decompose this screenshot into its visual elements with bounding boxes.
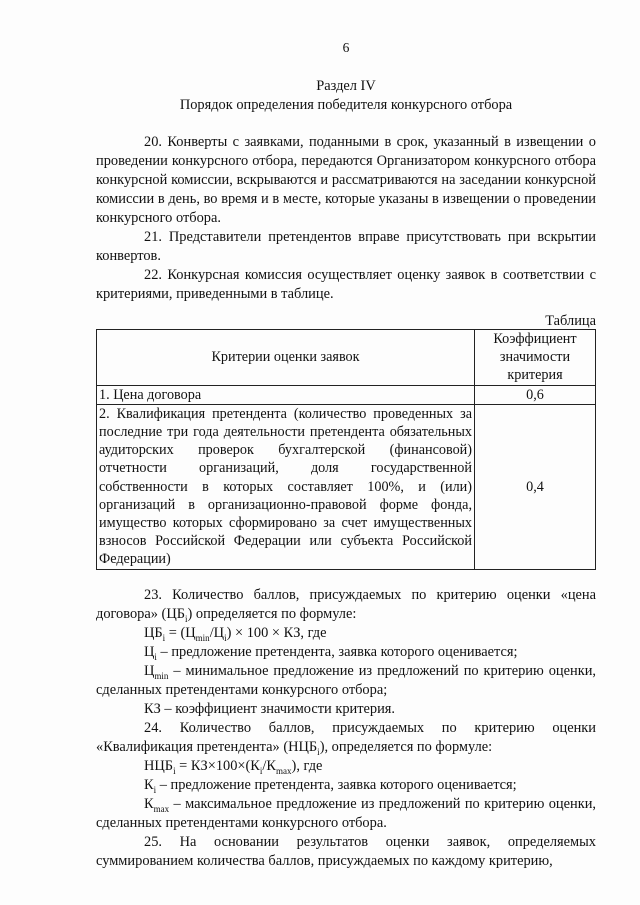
table-header-row (97, 330, 596, 386)
row-1-coef: 0,6 (475, 385, 596, 404)
definition-ci: $Ц_i$ – предложение претендента, заявка которого оценивается; (144, 643, 518, 662)
paragraph-24: 24. Количество баллов, присуждаемых по критерию оценки «Квалификация претендента» $(НЦБ_i)$, определяется по формуле: (96, 719, 596, 757)
row-2-criteria: 2. Квалификация претендента (количество проведенных за последние три года деятельности претендента обязательных аудиторских проверок бухгалтерской (финансовой) отчетности организаций, доля государственной собственности в которых составляет 100%, и (или) организаций в организационно-правовой форме фонда, имущество которых сформировано за счет имущественных взносов Российской Федерации или субъекта Российской Федерации) (97, 404, 475, 569)
paragraph-21: 21. Представители претендентов вправе присутствовать при вскрытии конвертов. (96, 229, 596, 264)
paragraph-22: 22. Конкурсная комиссия осуществляет оценку заявок в соответствии с критериями, приведенными в таблице. (96, 267, 596, 302)
row-2-coef: 0,4 (475, 404, 596, 569)
formula-price: $ЦБ_i = (Ц_{min}/Ц_i) \times 100$ × КЗ, где (144, 624, 327, 643)
definition-ki: $К_i$ – предложение претендента, заявка которого оценивается; (144, 776, 517, 795)
header-coefficient: Коэффициент значимости критерия (475, 330, 596, 386)
page-number: 6 (342, 40, 350, 55)
section-label: Раздел IV (316, 78, 376, 94)
table-row (97, 404, 596, 569)
header-criteria: Критерии оценки заявок (97, 330, 475, 386)
page-content (96, 38, 596, 871)
formula-qualification: $НЦБ_i = КЗ\times 100\times(К_i/К_{max})$, где (144, 757, 323, 776)
row-1-criteria: 1. Цена договора (97, 385, 475, 404)
definition-kz: КЗ – коэффициент значимости критерия. (144, 700, 396, 717)
paragraph-23: 23. Количество баллов, присуждаемых по критерию оценки «цена договора» $(ЦБ_i)$ определяется по формуле: (96, 586, 596, 624)
table-label: Таблица (545, 313, 596, 329)
criteria-table (96, 329, 596, 570)
table-row (97, 385, 596, 404)
definition-kmax: $К_{max}$ – максимальное предложение из предложений по критерию оценки, сделанных претендентами конкурсного отбора. (96, 795, 596, 831)
paragraph-20: 20. Конверты с заявками, поданными в срок, указанный в извещении о проведении конкурсного отбора, передаются Организатором конкурсного отбора конкурсной комиссии, вскрываются и рассматриваются на заседании конкурсной комиссии в день, во время и в месте, которые указаны в извещении о проведении конкурсного отбора. (96, 134, 596, 226)
definition-cmin: $Ц_{min}$ – минимальное предложение из предложений по критерию оценки, сделанных претендентами конкурсного отбора; (96, 662, 596, 698)
section-title: Порядок определения победителя конкурсного отбора (179, 97, 513, 113)
paragraph-25: 25. На основании результатов оценки заявок, определяемых суммированием количества баллов, присуждаемых по каждому критерию, (96, 833, 596, 869)
